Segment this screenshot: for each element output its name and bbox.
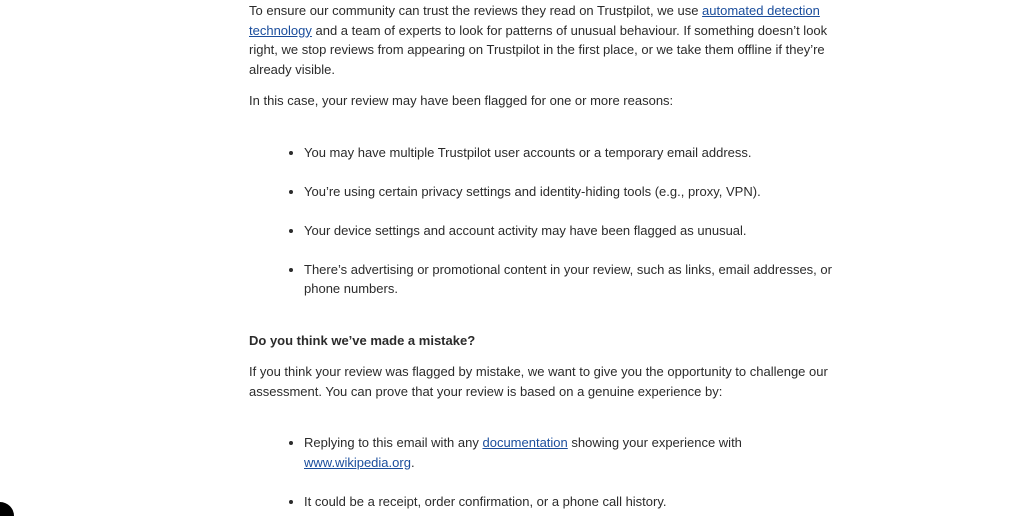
reasons-intro: In this case, your review may have been flagged for one or more reasons: (249, 93, 674, 108)
list-item: • There’s advertising or promotional content in your review, such as links, email addresses, or phone numbers. (304, 260, 841, 299)
list-item: • Your device settings and account activity may have been flagged as unusual. (304, 221, 841, 241)
intro-paragraph (249, 1, 841, 79)
proof-text-end: . (410, 454, 415, 470)
automated-detection-link[interactable]: automated detection technology (249, 3, 820, 38)
list-item (304, 433, 841, 472)
mistake-paragraph: If you think your review was flagged by mistake, we want to give you the opportunity to challenge our assessment. You can prove that your review is based on a genuine experience by: (249, 364, 828, 399)
wikipedia-link[interactable]: www.wikipedia.org (304, 454, 411, 470)
intro-text-end: and a team of experts to look for patterns of unusual behaviour. If something doesn’t look right, we stop reviews from appearing on Trustpilot in the first place, or we take them offline if they’re already visible. (249, 22, 828, 77)
proof-text-middle: showing your experience with (567, 435, 742, 450)
reasons-list (249, 143, 841, 299)
proof-list (249, 433, 841, 511)
documentation-link[interactable]: documentation (482, 435, 568, 450)
mistake-heading: Do you think we’ve made a mistake? (249, 332, 476, 348)
proof-text-start: Replying to this email with any (304, 435, 483, 450)
list-item: • You’re using certain privacy settings and identity-hiding tools (e.g., proxy, VPN). (304, 182, 841, 202)
intro-text-start: To ensure our community can trust the reviews they read on Trustpilot, we use (249, 3, 703, 18)
email-body (249, 1, 841, 511)
list-item: • It could be a receipt, order confirmation, or a phone call history. (304, 492, 841, 512)
list-item: • You may have multiple Trustpilot user accounts or a temporary email address. (304, 143, 841, 163)
window-corner (0, 502, 14, 516)
